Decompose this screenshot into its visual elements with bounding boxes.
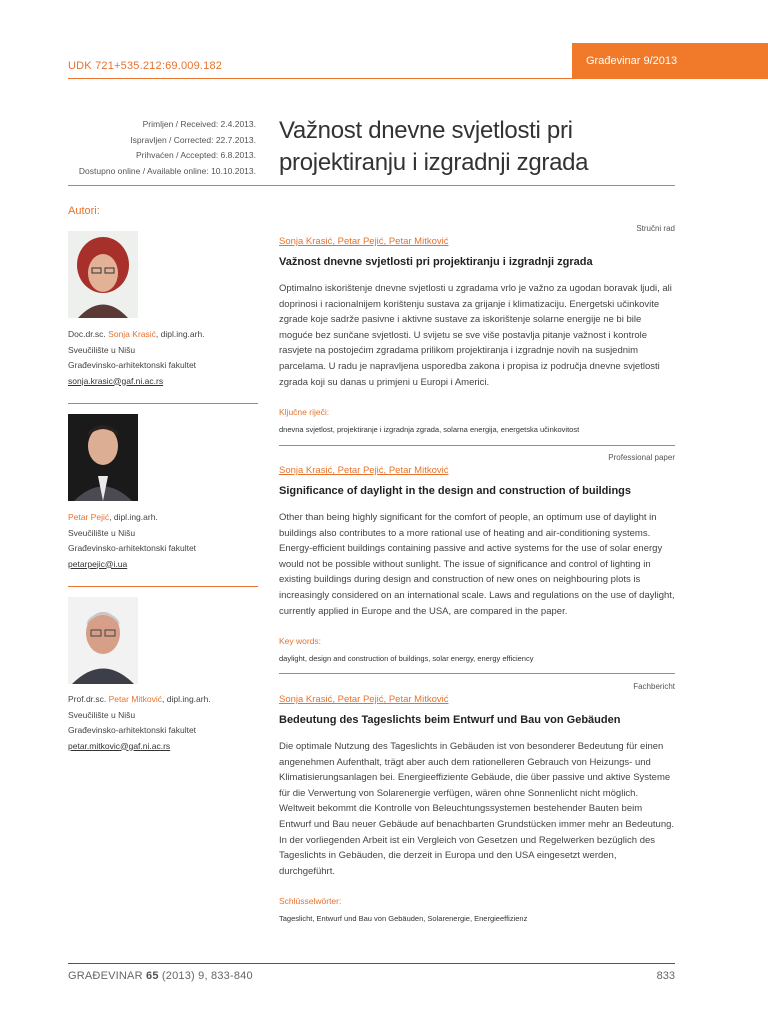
keywords: daylight, design and construction of buildings, solar energy, energy efficiency (279, 654, 534, 664)
paper-type: Stručni rad (636, 224, 675, 233)
date-received: Primljen / Received: 2.4.2013. (142, 119, 256, 129)
footer-citation (68, 970, 253, 982)
keywords-label: Schlüsselwörter: (279, 896, 342, 907)
author-degree: , dipl.ing.arh. (162, 694, 211, 704)
author-degree: , dipl.ing.arh. (109, 512, 158, 522)
abstract-section-en (279, 465, 675, 663)
page-number: 833 (656, 970, 675, 982)
keywords: Tageslicht, Entwurf und Bau von Gebäuden, Solarenergie, Energieeffizienz (279, 914, 528, 924)
author-divider (68, 586, 258, 587)
article-title-line-2: projektiranju i izgradnji zgrada (279, 149, 589, 176)
author-photo-krasic (68, 231, 138, 318)
article-dates (79, 117, 256, 179)
author-photo-mitkovic (68, 597, 138, 684)
author-university: Sveučilište u Nišu (68, 709, 136, 720)
keywords-label: Key words: (279, 636, 322, 647)
author-affiliation-mitkovic (68, 692, 211, 754)
date-online: Dostupno online / Available online: 10.10.2013. (78, 165, 256, 176)
section-abstract: Other than being highly significant for the comfort of people, an optimum use of daylight in buildings also contributes to a more rational use of heating and air-conditioning systems. Energy-efficient buildings containing passive and active systems for the use of solar energy would not be possible without sunlight. The issue of significance and control of lighting in existing buildings during design and construction of new ones on neighbouring plots is increasingly considered on an international scale. Laws and regulations on the use of daylight, currently applied in Europe and the USA, are compared in the paper. (279, 512, 675, 617)
footer-rule (68, 963, 675, 964)
author-affiliation-pejic (68, 510, 196, 572)
section-authors: Sonja Krasić, Petar Pejić, Petar Mitković (279, 236, 449, 247)
author-email-link[interactable]: sonja.krasic@gaf.ni.ac.rs (68, 375, 164, 386)
author-email-link[interactable]: petar.mitkovic@gaf.ni.ac.rs (68, 740, 171, 751)
author-title: Doc.dr.sc. (68, 329, 106, 339)
author-name: Petar Mitković (108, 694, 163, 704)
section-authors: Sonja Krasić, Petar Pejić, Petar Mitković (279, 465, 449, 476)
header-rule (68, 78, 572, 79)
journal-issue-badge: Građevinar 9/2013 (572, 43, 768, 79)
footer-journal-name: GRAĐEVINAR (68, 970, 143, 982)
keywords-label: Ključne riječi: (279, 407, 330, 418)
footer-issue-pages: (2013) 9, 833-840 (161, 970, 253, 982)
section-authors: Sonja Krasić, Petar Pejić, Petar Mitković (279, 694, 449, 705)
author-photo-pejic (68, 414, 138, 501)
section-title: Significance of daylight in the design and construction of buildings (279, 485, 632, 497)
paper-type: Professional paper (608, 453, 675, 462)
section-title: Bedeutung des Tageslichts beim Entwurf und Bau von Gebäuden (279, 714, 621, 726)
abstract-section-hr (279, 236, 675, 434)
section-abstract: Optimalno iskorištenje dnevne svjetlosti u zgradama vrlo je važno za ugodan boravak ljudi, ali doprinosi i racionalnijem korištenju sustava za grijanje i klimatizaciju. Energetski učinkovite zgrade koje sadrže pasivne i aktivne sustave za iskorištenje solarne energije ne bi bile moguće bez sunčane svjetlosti. U svijetu se sve više postavlja pitanje važnost i kontrole rasvjete na postojećim zgradama prilikom projektiranja i izgradnje novih na susjednim parcelama. U radu je napravljena usporedba zakona i propisa iz područja dnevne svjetlosti zgrada koji su danas u primjeni u Europi i Americi. (279, 283, 672, 388)
authors-label: Autori: (68, 205, 100, 217)
title-rule (68, 185, 675, 186)
author-name: Sonja Krasić (108, 329, 156, 339)
section-divider (279, 445, 675, 446)
footer-volume: 65 (146, 970, 159, 982)
author-faculty: Građevinsko-arhitektonski fakultet (68, 725, 197, 735)
author-title: Prof.dr.sc. (68, 694, 107, 704)
keywords: dnevna svjetlost, projektiranje i izgradnja zgrada, solarna energija, energetska učinkovitost (279, 425, 580, 435)
author-divider (68, 403, 258, 404)
paper-type: Fachbericht (633, 682, 675, 691)
author-name: Petar Pejić (68, 512, 110, 522)
author-faculty: Građevinsko-arhitektonski fakultet (68, 360, 197, 370)
section-abstract: Die optimale Nutzung des Tageslichts in Gebäuden ist von besonderer Bedeutung für einen angenehmen Aufenthalt, trägt aber auch dem rationelleren Gebrauch von Heizungs- und Klimatisierungsanlagen bei. Energieeffiziente Gebäude, die über passive und aktive Systeme für die Verwertung von Solarenergie verfügen, wären ohne Sonnenlicht nicht möglich. Weltweit bekommt die Kontrolle von Beleuchtungssystemen bestehender Bauten beim Entwurf und Bau neuer Gebäude auf benachbarten Grundstücken immer mehr an Bedeutung. In der vorliegenden Arbeit ist ein Vergleich von Gesetzen und Regelwerken bezüglich des Tageslichts in Gebäuden, die derzeit in Europa und den USA eingesetzt werden, durchgeführt. (279, 741, 675, 877)
author-email-link[interactable]: petarpejic@i.ua (68, 558, 128, 569)
date-accepted: Prihvaćen / Accepted: 6.8.2013. (135, 150, 256, 160)
author-university: Sveučilište u Nišu (68, 527, 136, 538)
date-corrected: Ispravljen / Corrected: 22.7.2013. (130, 134, 256, 145)
section-divider (279, 673, 675, 674)
udk-code: UDK 721+535.212:69.009.182 (68, 60, 223, 72)
author-university: Sveučilište u Nišu (68, 344, 136, 355)
author-affiliation-krasic (68, 327, 205, 389)
section-title: Važnost dnevne svjetlosti pri projektiranju i izgradnji zgrada (279, 256, 593, 268)
author-degree: , dipl.ing.arh. (155, 329, 205, 339)
article-title (279, 115, 588, 179)
author-faculty: Građevinsko-arhitektonski fakultet (68, 543, 197, 553)
article-title-line-1: Važnost dnevne svjetlosti pri (279, 117, 573, 144)
abstract-section-de (279, 694, 675, 923)
